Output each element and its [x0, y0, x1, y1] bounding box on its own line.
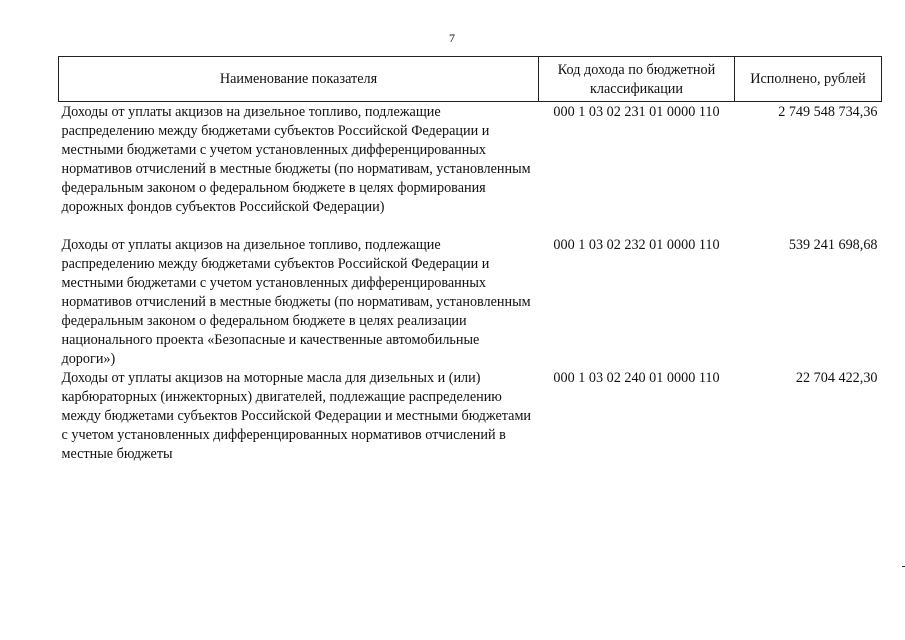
revenue-table	[58, 56, 882, 464]
table-row	[59, 236, 882, 369]
row-revenue-code: 000 1 03 02 232 01 0000 110	[553, 237, 720, 253]
row-indicator-name: Доходы от уплаты акцизов на дизельное топливо, подлежащие распределению между бюджетами субъектов Российской Федерации и местными бюджетами с учетом установленных дифференцированных нормативов отчислений в местные бюджеты (по нормативам, установленным федеральным законом о федеральном бюджете в целях реализации национального проекта «Безопасные и качественные автомобильные дороги»)	[61, 237, 531, 367]
table-row	[59, 369, 882, 464]
row-executed-amount: 539 241 698,68	[788, 237, 878, 253]
header-revenue-code: Код дохода по бюджетной классификации	[539, 57, 735, 102]
page-number: 7	[449, 31, 455, 45]
table-row	[59, 102, 882, 237]
row-indicator-name: Доходы от уплаты акцизов на моторные масла для дизельных и (или) карбюраторных (инжекторных) двигателей, подлежащие распределению между бюджетами субъектов Российской Федерации и местными бюджетами с учетом установленных дифференцированных нормативов отчислений в местные бюджеты	[61, 370, 532, 462]
row-executed-amount: 2 749 548 734,36	[778, 104, 878, 120]
row-indicator-name: Доходы от уплаты акцизов на дизельное топливо, подлежащие распределению между бюджетами субъектов Российской Федерации и местными бюджетами с учетом установленных дифференцированных нормативов отчислений в местные бюджеты (по нормативам, установленным федеральным законом о федеральном бюджете в целях формирования дорожных фондов субъектов Российской Федерации)	[61, 104, 531, 215]
header-executed-amount: Исполнено, рублей	[735, 57, 882, 102]
table-header-row	[59, 57, 882, 102]
header-indicator-name: Наименование показателя	[59, 57, 539, 102]
row-revenue-code: 000 1 03 02 240 01 0000 110	[553, 370, 720, 386]
row-revenue-code: 000 1 03 02 231 01 0000 110	[553, 104, 720, 120]
row-executed-amount: 22 704 422,30	[795, 370, 878, 386]
